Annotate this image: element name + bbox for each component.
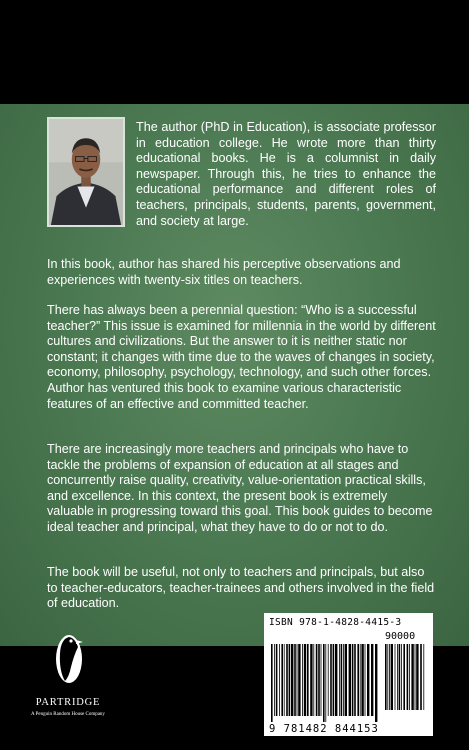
barcode-bar	[397, 644, 398, 710]
barcode-bar	[352, 644, 354, 716]
barcode-bar	[281, 644, 283, 716]
barcode-bar	[401, 644, 402, 710]
barcode-bar	[310, 644, 312, 716]
paragraph-intro: In this book, author has shared his perceptive observations and experiences with twenty-six titles on teachers.	[47, 257, 401, 287]
barcode-bar	[318, 644, 320, 716]
publisher-tagline: A Penguin Random House Company	[31, 712, 105, 717]
barcode-bar	[323, 644, 325, 722]
barcode-bar	[325, 644, 326, 722]
barcode-bar	[354, 644, 356, 716]
paragraph-audience: The book will be useful, not only to teachers and principals, but also to teacher-educators, teacher-trainees and others involved in the field of education.	[47, 565, 435, 611]
barcode-bar	[333, 644, 335, 716]
barcode-bar	[294, 644, 296, 716]
barcode-bar	[328, 644, 329, 716]
barcode-bar	[330, 644, 332, 716]
barcode-bar	[335, 644, 337, 716]
barcode-bar	[339, 644, 340, 716]
barcode-digits: 9 781482 844153	[269, 723, 379, 735]
barcode-bar	[279, 644, 280, 716]
barcode-bar	[375, 644, 377, 722]
barcode-bar	[387, 644, 388, 710]
barcode-bar	[367, 644, 369, 716]
barcode-bar	[302, 644, 303, 716]
barcode-bar	[365, 644, 366, 716]
barcode-bar	[321, 644, 322, 716]
barcode-bar	[409, 644, 410, 710]
publisher-name: PARTRIDGE	[35, 697, 101, 708]
barcode-bar	[349, 644, 351, 716]
barcode-bar	[371, 644, 373, 716]
barcode-bar	[291, 644, 293, 716]
isbn-barcode	[264, 613, 433, 736]
barcode-bar	[313, 644, 314, 716]
barcode-bar	[284, 644, 285, 716]
barcode-bar	[298, 644, 300, 716]
barcode-bar	[304, 644, 306, 716]
barcode-bar	[345, 644, 347, 716]
author-photo	[47, 117, 125, 227]
barcode-bar	[307, 644, 309, 716]
barcode-bar	[385, 644, 387, 710]
barcode-bar	[286, 644, 288, 716]
barcode-bar	[357, 644, 359, 716]
barcode-bar	[420, 644, 422, 710]
barcode-bar	[423, 644, 424, 710]
author-bio: The author (PhD in Education), is associate professor in education college. He wrote more than thirty educational books. He is a columnist in daily newspaper. Through this, he tries to enhance the educational performance and different roles of teachers, principals, students, parents, government, and society at large.	[136, 120, 436, 228]
barcode-bar	[360, 644, 361, 716]
barcode-bar	[399, 644, 401, 710]
barcode-bars	[269, 628, 428, 722]
barcode-bar	[411, 644, 413, 710]
barcode-bar	[389, 644, 390, 710]
barcode-bar	[395, 644, 396, 710]
barcode-bar	[415, 644, 416, 710]
isbn-number: ISBN 978-1-4828-4415-3	[269, 617, 402, 628]
barcode-bar	[416, 644, 418, 710]
barcode-addon: 90000	[385, 631, 416, 642]
barcode-bar	[297, 644, 298, 716]
barcode-bar	[343, 644, 344, 716]
barcode-bar	[403, 644, 405, 710]
barcode-bar	[407, 644, 409, 710]
publisher-logo	[32, 627, 104, 739]
penguin-icon	[52, 627, 86, 687]
barcode-bar	[391, 644, 393, 710]
barcode-bar	[316, 644, 318, 716]
barcode-bar	[271, 644, 273, 722]
barcode-bar	[276, 644, 278, 716]
paragraph-question: There has always been a perennial question: “Who is a successful teacher?” This issue is examined for millennia in the world by different cultures and civilizations. But the answer to it is neither static nor constant; it changes with time due to the waves of changes in society, economy, philosophy, psychology, technology, and such other forces. Author has ventured this book to examine various characteristic features of an effective and committed teacher.	[47, 303, 436, 411]
top-black-band	[0, 0, 469, 104]
paragraph-context: There are increasingly more teachers and principals who have to tackle the problems of expansion of education at all stages and concurrently raise quality, creativity, value-orientation practical skills, and excellence. In this context, the present book is extremely valuable in progressing toward this goal. This book guides to become ideal teacher and principal, what they have to do or not to do.	[47, 442, 433, 534]
barcode-bar	[289, 644, 291, 716]
barcode-bar	[341, 644, 343, 716]
barcode-bar	[274, 644, 275, 716]
barcode-bar	[361, 644, 363, 716]
